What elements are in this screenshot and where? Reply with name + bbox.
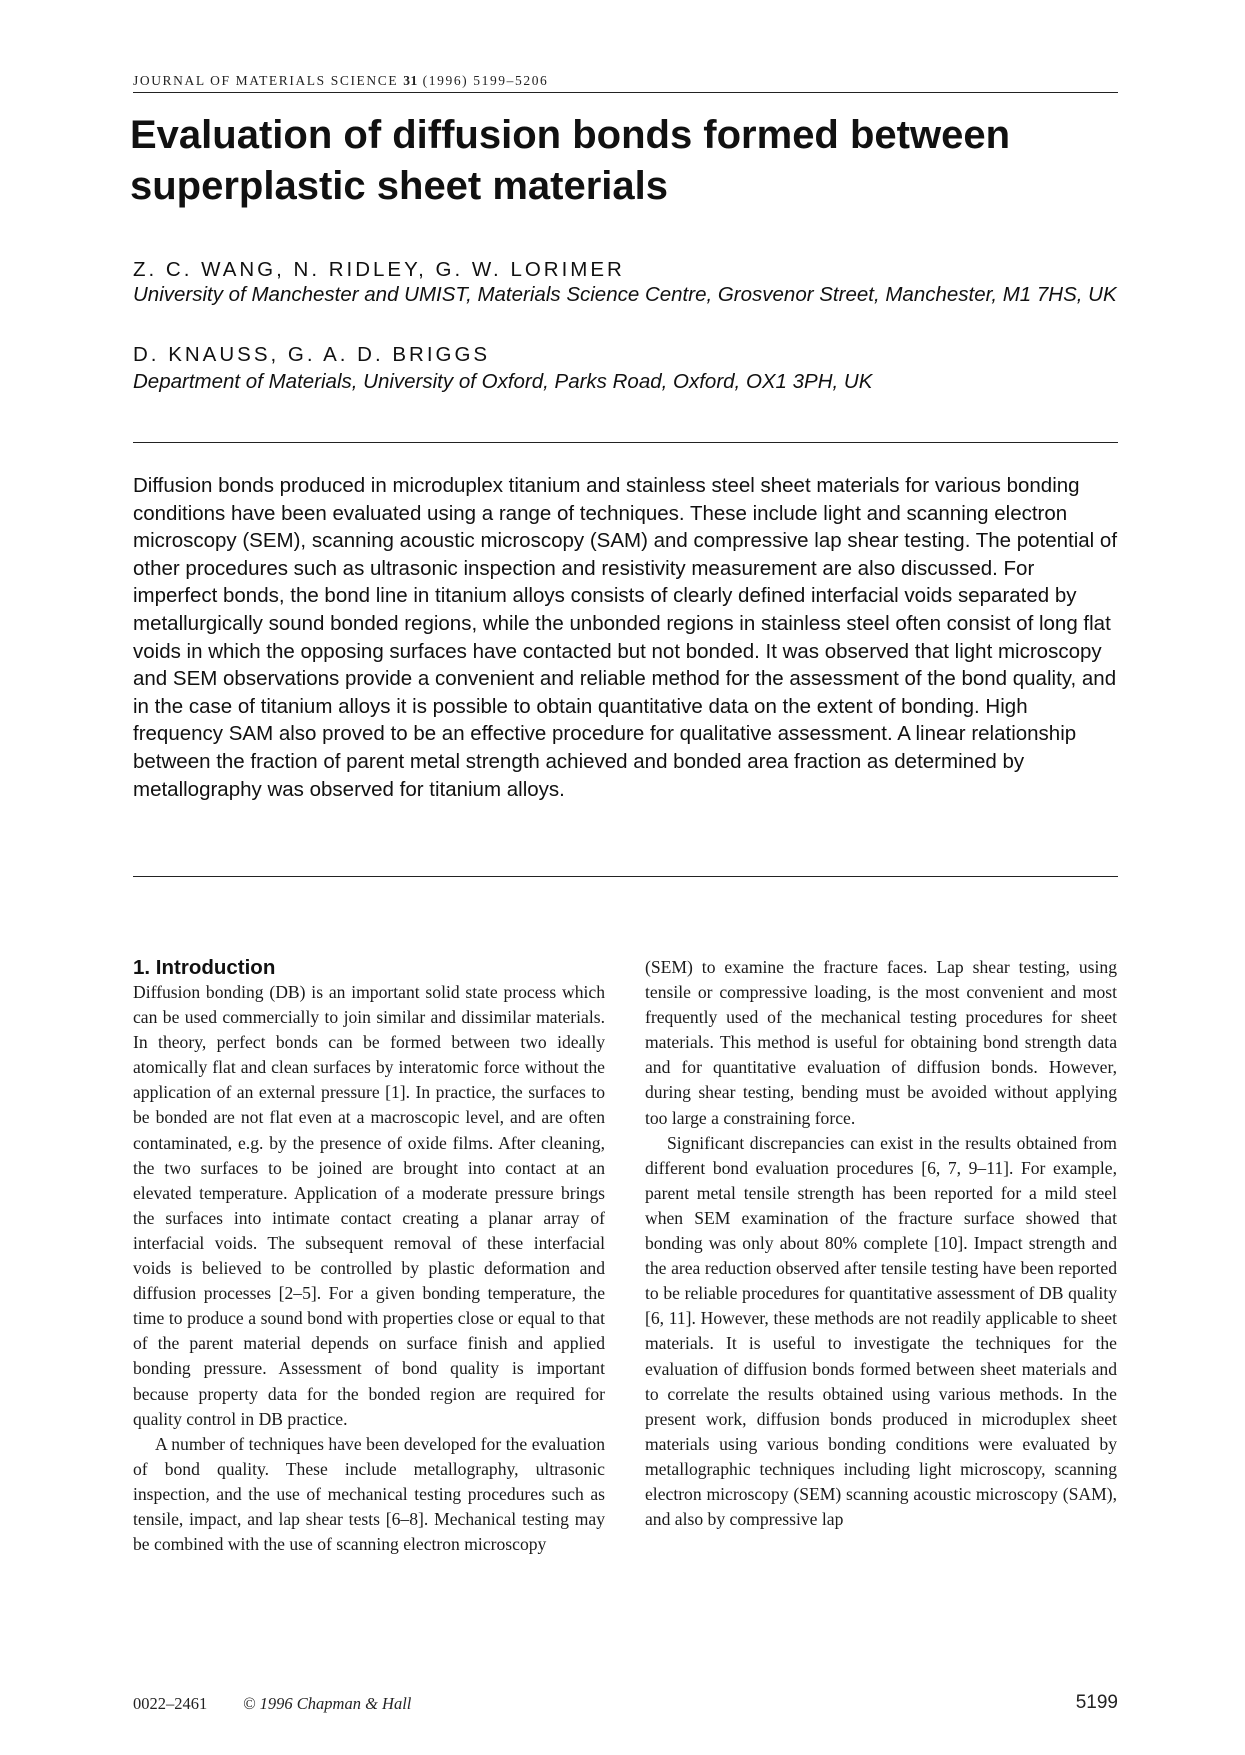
author-group-1-affiliation: University of Manchester and UMIST, Materials Science Centre, Grosvenor Street, Manchester, M1 7HS, UK	[133, 283, 1117, 306]
column-right	[645, 955, 1117, 1532]
paragraph: Significant discrepancies can exist in the results obtained from different bond evaluation procedures [6, 7, 9–11]. For example, parent metal tensile strength has been reported for a mild steel when SEM examination of the fracture surface showed that bonding was only about 80% complete [10]. Impact strength and the area reduction observed after tensile testing have been reported to be reliable procedures for quantitative assessment of DB quality [6, 11]. However, these methods are not readily applicable to sheet materials. It is useful to investigate the techniques for the evaluation of diffusion bonds formed between sheet materials and to correlate the results obtained using various methods. In the present work, diffusion bonds produced in microduplex sheet materials using various bonding conditions were evaluated by metallographic techniques including light microscopy, scanning electron microscopy (SEM) scanning acoustic microscopy (SAM), and also by compressive lap	[645, 1132, 1117, 1530]
page-number: 5199	[1075, 1692, 1118, 1713]
section-heading: 1. Introduction	[133, 956, 276, 979]
column-left	[133, 955, 605, 1557]
author-group-2-names: D. KNAUSS, G. A. D. BRIGGS	[133, 343, 491, 366]
journal-year-pages: (1996) 5199–5206	[422, 73, 549, 88]
paragraph: (SEM) to examine the fracture faces. Lap shear testing, using tensile or compressive loading, is the most convenient and most frequently used of the mechanical testing procedures for sheet materials. This method is useful for obtaining bond strength data and for quantitative evaluation of diffusion bonds. However, during shear testing, bending must be avoided without applying too large a constraining force.	[645, 957, 1117, 1128]
journal-volume: 31	[403, 73, 418, 88]
copyright: © 1996 Chapman & Hall	[243, 1694, 412, 1713]
paper-title: Evaluation of diffusion bonds formed between superplastic sheet materials	[130, 113, 1011, 208]
header-rule	[133, 92, 1118, 93]
abstract-bottom-rule	[133, 876, 1118, 877]
author-group-2-affiliation: Department of Materials, University of Oxford, Parks Road, Oxford, OX1 3PH, UK	[133, 370, 873, 393]
journal-name: JOURNAL OF MATERIALS SCIENCE	[133, 73, 399, 88]
abstract: Diffusion bonds produced in microduplex titanium and stainless steel sheet materials for various bonding conditions have been evaluated using a range of techniques. These include light and scanning electron microscopy (SEM), scanning acoustic microscopy (SAM) and compressive lap shear testing. The potential of other procedures such as ultrasonic inspection and resistivity measurement are also discussed. For imperfect bonds, the bond line in titanium alloys consists of clearly defined interfacial voids separated by metallurgically sound bonded regions, while the unbonded regions in stainless steel often consist of long flat voids in which the opposing surfaces have contacted but not bonded. It was observed that light microscopy and SEM observations provide a convenient and reliable method for the assessment of the bond quality, and in the case of titanium alloys it is possible to obtain quantitative data on the extent of bonding. High frequency SAM also proved to be an effective procedure for qualitative assessment. A linear relationship between the fraction of parent metal strength achieved and bonded area fraction as determined by metallography was observed for titanium alloys.	[133, 474, 1118, 801]
abstract-top-rule	[133, 442, 1118, 443]
paragraph: Diffusion bonding (DB) is an important solid state process which can be used commercially to join similar and dissimilar materials. In theory, perfect bonds can be formed between two ideally atomically flat and clean surfaces by interatomic force without the application of an external pressure [1]. In practice, the surfaces to be bonded are not flat even at a macroscopic level, and are often contaminated, e.g. by the presence of oxide films. After cleaning, the two surfaces to be joined are brought into contact at an elevated temperature. Application of a moderate pressure brings the surfaces into intimate contact creating a planar array of interfacial voids. The subsequent removal of these interfacial voids is believed to be controlled by plastic deformation and diffusion processes [2–5]. For a given bonding temperature, the time to produce a sound bond with properties close or equal to that of the parent material depends on surface finish and applied bonding pressure. Assessment of bond quality is important because property data for the bonded region are required for quality control in DB practice.	[133, 982, 605, 1429]
journal-header	[133, 73, 1118, 89]
paragraph: A number of techniques have been developed for the evaluation of bond quality. These include metallography, ultrasonic inspection, and the use of mechanical testing procedures such as tensile, impact, and lap shear tests [6–8]. Mechanical testing may be combined with the use of scanning electron microscopy	[133, 1433, 605, 1555]
issn: 0022–2461	[133, 1694, 208, 1713]
author-group-1-names: Z. C. WANG, N. RIDLEY, G. W. LORIMER	[133, 258, 625, 281]
